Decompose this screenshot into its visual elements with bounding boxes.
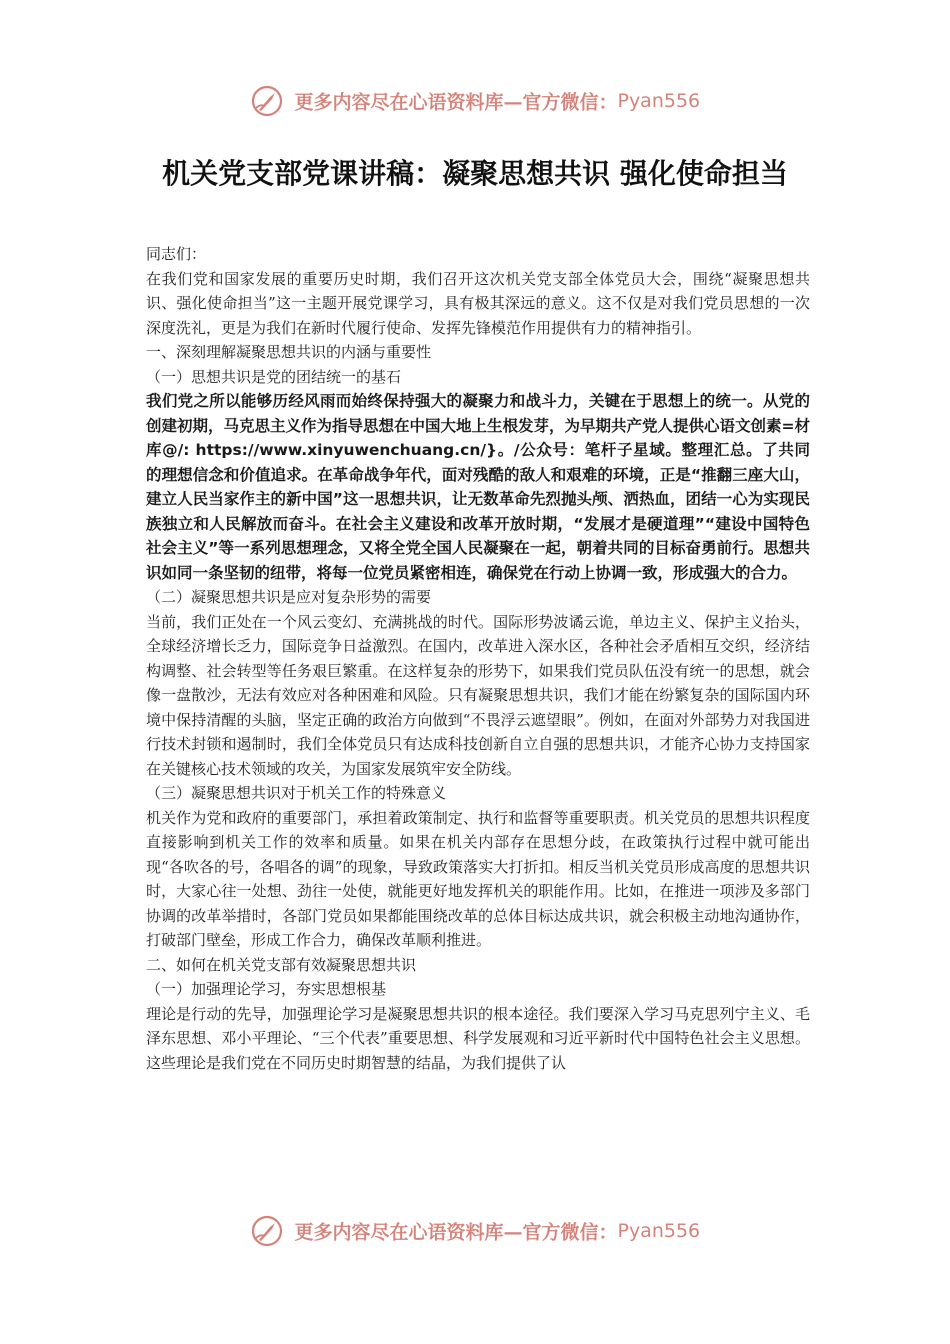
header-banner [0,84,950,118]
subsection-heading-1-2: （二）凝聚思想共识是应对复杂形势的需要 [146,588,432,606]
paragraph-1-2: 当前，我们正处在一个风云变幻、充满挑战的时代。国际形势波谲云诡，单边主义、保护主义抬头，全球经济增长乏力，国际竞争日益激烈。在国内，改革进入深水区，各种社会矛盾相互交织，经济结构调整、社会转型等任务艰巨繁重。在这样复杂的形势下，如果我们党员队伍没有统一的思想，就会像一盘散沙，无法有效应对各种困难和风险。只有凝聚思想共识，我们才能在纷繁复杂的国际国内环境中保持清醒的头脑，坚定正确的政治方向做到“不畏浮云遮望眼”。例如，在面对外部势力对我国进行技术封锁和遏制时，我们全体党员只有达成科技创新自立自强的思想共识，才能齐心协力支持国家在关键核心技术领域的攻关，为国家发展筑牢安全防线。 [146,612,810,778]
banner-text: 更多内容尽在心语资料库—官方微信： [294,1221,618,1244]
paragraph-1-3: 机关作为党和政府的重要部门，承担着政策制定、执行和监督等重要职责。机关党员的思想共识程度直接影响到机关工作的效率和质量。如果在机关内部存在思想分歧，在政策执行过程中就可能出现“各吹各的号，各唱各的调”的现象，导致政策落实大打折扣。相反当机关党员形成高度的思想共识时，大家心往一处想、劲往一处使，就能更好地发挥机关的职能作用。比如，在推进一项涉及多部门协调的改革举措时，各部门党员如果都能围绕改革的总体目标达成共识，就会积极主动地沟通协作，打破部门壁垒，形成工作合力，确保改革顺利推进。 [146,808,810,949]
subsection-heading-1-3: （三）凝聚思想共识对于机关工作的特殊意义 [146,784,447,802]
banner-wechat-id: Pyan556 [617,1220,701,1242]
page-title: 机关党支部党课讲稿：凝聚思想共识 强化使命担当 [162,157,788,190]
paragraph-1-1: 我们党之所以能够历经风雨而始终保持强大的凝聚力和战斗力，关键在于思想上的统一。从党的创建初期，马克思主义作为指导思想在中国大地上生根发芽，为早期共产党人提供心语文创素=材库@/: https://www.xinyuwenchuang.cn/}。/公众号：笔杆子星域。整理汇总。了共同的理想信念和价值追求。在革命战争年代，面对残酷的敌人和艰难的环境，正是“推翻三座大山，建立人民当家作主的新中国”这一思想共识，让无数革命先烈抛头颅、洒热血，团结一心为实现民族独立和人民解放而奋斗。在社会主义建设和改革开放时期，“发展才是硬道理”“建设中国特色社会主义”等一系列思想理念，又将全党全国人民凝聚在一起，朝着共同的目标奋勇前行。思想共识如同一条坚韧的纽带，将每一位党员紧密相连，确保党在行动上协调一致，形成强大的合力。 [146,392,810,582]
paragraph-2-1: 理论是行动的先导，加强理论学习是凝聚思想共识的根本途径。我们要深入学习马克思列宁主义、毛泽东思想、邓小平理论、“三个代表”重要思想、科学发展观和习近平新时代中国特色社会主义思想。这些理论是我们党在不同历史时期智慧的结晶，为我们提供了认 [146,1004,810,1072]
subsection-heading-1-1: （一）思想共识是党的团结统一的基石 [146,367,402,386]
intro-paragraph: 在我们党和国家发展的重要历史时期，我们召开这次机关党支部全体党员大会，围绕“凝聚思想共识、强化使命担当”这一主题开展党课学习，具有极其深远的意义。这不仅是对我们党员思想的一次深度洗礼，更是为我们在新时代履行使命、发挥先锋模范作用提供有力的精神指引。 [146,269,810,337]
pen-nib-logo-icon [250,1214,284,1248]
document-body [146,242,810,1075]
section-heading-2: 二、如何在机关党支部有效凝聚思想共识 [146,955,417,974]
salutation: 同志们： [146,245,207,263]
banner-wechat-id: Pyan556 [617,90,701,112]
subsection-heading-2-1: （一）加强理论学习，夯实思想根基 [146,980,387,998]
section-heading-1: 一、深刻理解凝聚思想共识的内涵与重要性 [146,343,432,361]
footer-banner [0,1214,950,1248]
banner-text: 更多内容尽在心语资料库—官方微信： [294,91,618,114]
pen-nib-logo-icon [250,84,284,118]
